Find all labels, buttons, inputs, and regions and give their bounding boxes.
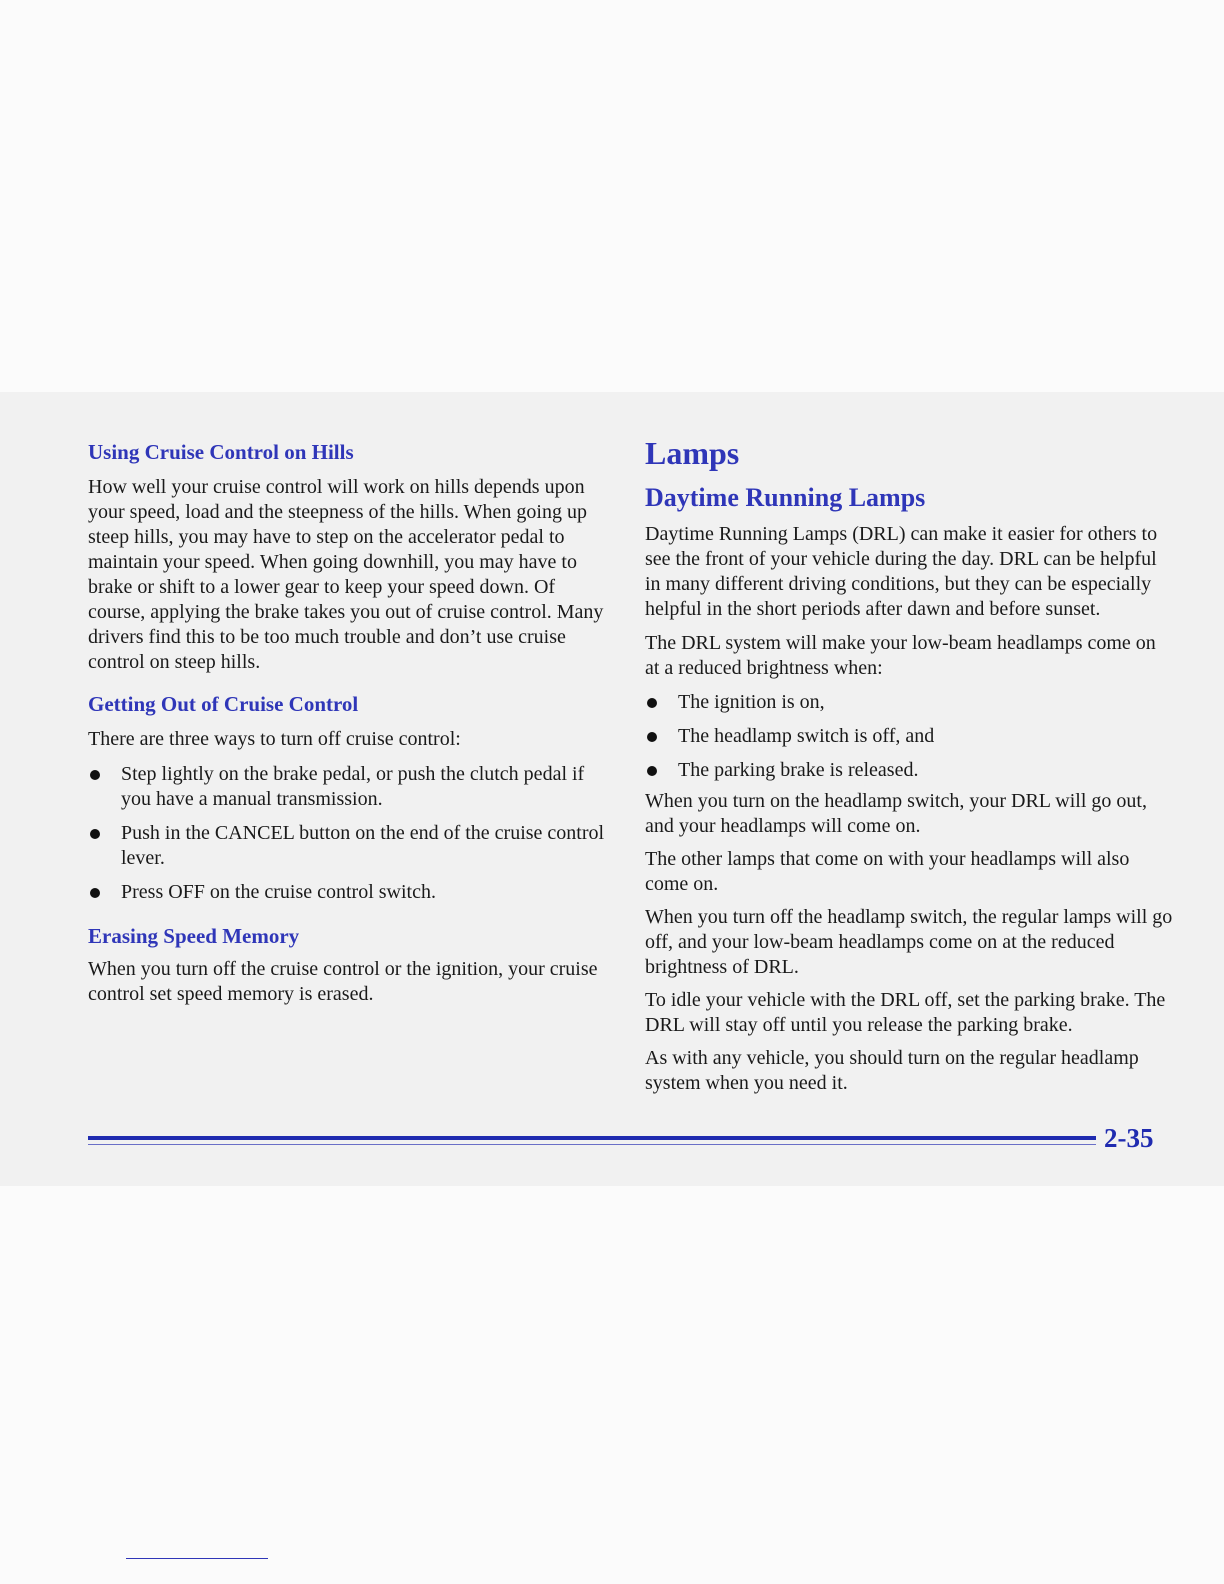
page-number: 2-35 [1104, 1123, 1154, 1153]
bullet-icon [647, 732, 657, 742]
list-item [645, 690, 1175, 715]
footer-rule [88, 1136, 1096, 1140]
drl-conditions-list [645, 690, 1175, 783]
heading-erasing-memory: Erasing Speed Memory [88, 924, 300, 948]
list-item-text: Press OFF on the cruise control switch. [121, 881, 436, 903]
paragraph-cruise-hills: How well your cruise control will work on hills depends upon your speed, load and the steepness of the hills. When going up steep hills, you may have to step on the accelerator pedal to maintain your speed. When going downhill, you may have to brake or shift to a lower gear to keep your speed down. Of course, applying the brake takes you out of cruise control. Many drivers find this to be too much trouble and don’t use cruise control on steep hills. [88, 476, 604, 673]
right-column [645, 392, 1175, 1096]
bullet-icon [647, 698, 657, 708]
paragraph-headlamp-off: When you turn off the headlamp switch, the regular lamps will go off, and your low-beam headlamps come on at the reduced brightness of DRL. [645, 906, 1173, 978]
paragraph-drl-when: The DRL system will make your low-beam headlamps come on at a reduced brightness when: [645, 632, 1156, 679]
list-item-text: The parking brake is released. [678, 759, 919, 781]
list-item [88, 762, 610, 812]
bullet-icon [90, 770, 100, 780]
paragraph-regular-headlamps: As with any vehicle, you should turn on the regular headlamp system when you need it. [645, 1047, 1139, 1094]
list-item [645, 724, 1175, 749]
heading-cruise-hills: Using Cruise Control on Hills [88, 440, 354, 464]
list-item-text: Step lightly on the brake pedal, or push the clutch pedal if you have a manual transmission. [121, 763, 585, 810]
heading-getting-out: Getting Out of Cruise Control [88, 692, 359, 716]
bullet-icon [90, 888, 100, 898]
cruise-off-list [88, 762, 610, 905]
paragraph-other-lamps: The other lamps that come on with your headlamps will also come on. [645, 848, 1130, 895]
bullet-icon [647, 766, 657, 776]
bullet-icon [90, 829, 100, 839]
footer-rule-thin [88, 1144, 1096, 1145]
paragraph-three-ways: There are three ways to turn off cruise control: [88, 728, 461, 750]
manual-page [0, 392, 1224, 1186]
list-item [88, 821, 610, 871]
heading-daytime-running-lamps: Daytime Running Lamps [645, 483, 926, 512]
list-item-text: Push in the CANCEL button on the end of the cruise control lever. [121, 822, 605, 869]
paragraph-drl-intro: Daytime Running Lamps (DRL) can make it easier for others to see the front of your vehicle during the day. DRL can be helpful in many different driving conditions, but they can be especially helpful in the short periods after dawn and before sunset. [645, 523, 1158, 620]
paragraph-erasing-memory: When you turn off the cruise control or the ignition, your cruise control set speed memory is erased. [88, 958, 598, 1005]
list-item-text: The ignition is on, [678, 691, 825, 713]
list-item [645, 758, 1175, 783]
bottom-underline [126, 1558, 268, 1559]
paragraph-headlamp-on: When you turn on the headlamp switch, your DRL will go out, and your headlamps will come on. [645, 790, 1147, 837]
left-column [88, 392, 610, 1007]
paragraph-idle-vehicle: To idle your vehicle with the DRL off, set the parking brake. The DRL will stay off until you release the parking brake. [645, 989, 1166, 1036]
page-title: Lamps [645, 435, 740, 471]
list-item [88, 880, 610, 905]
list-item-text: The headlamp switch is off, and [678, 725, 935, 747]
